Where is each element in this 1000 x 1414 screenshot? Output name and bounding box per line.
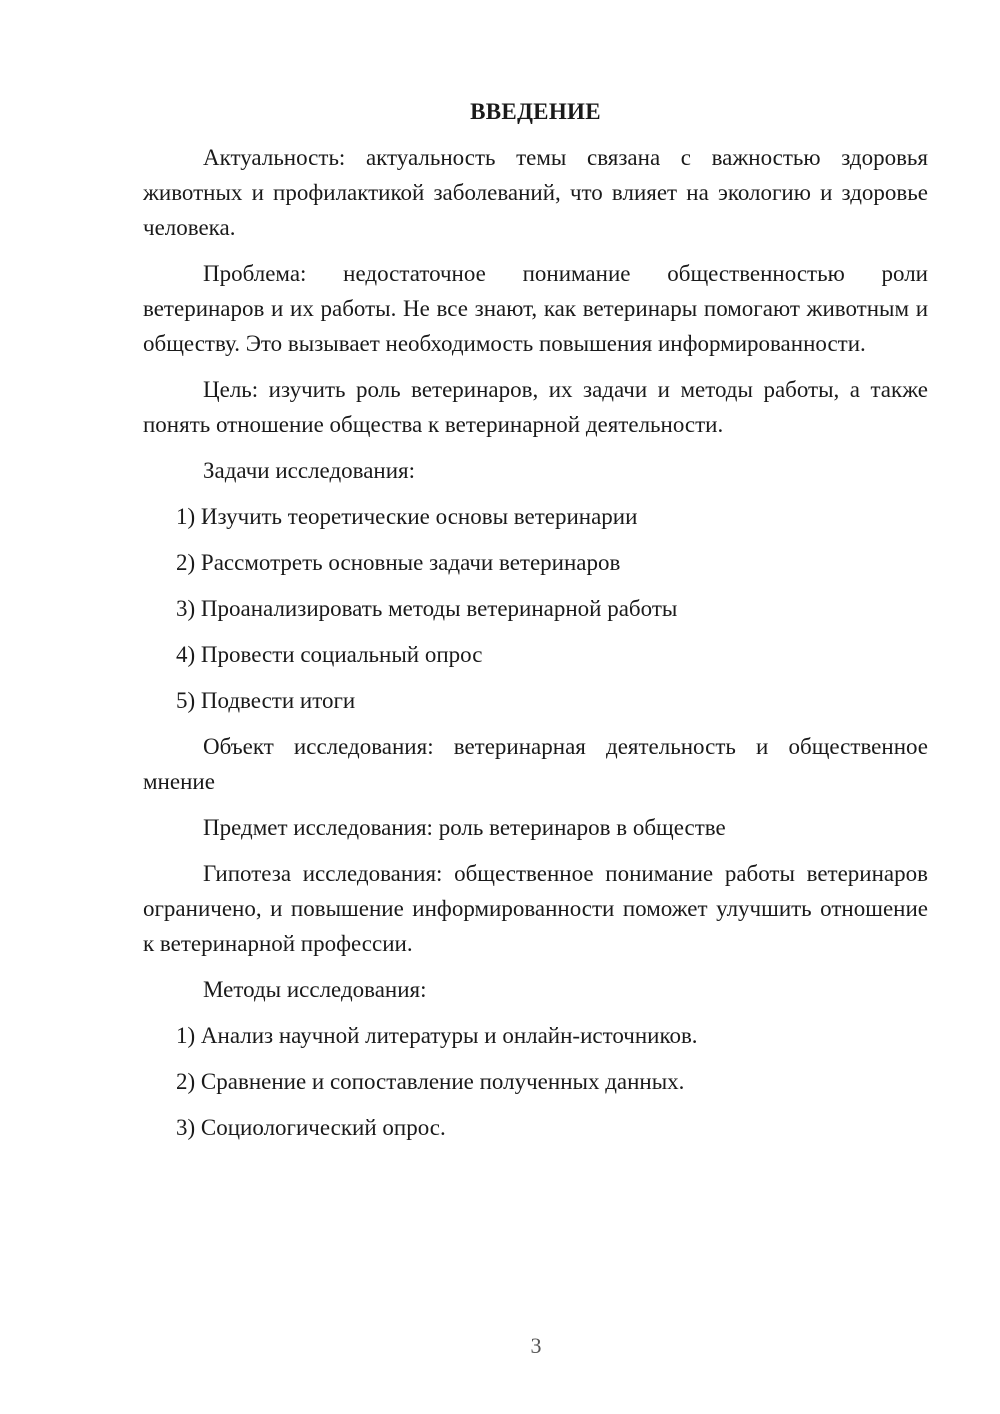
task-item: 3) Проанализировать методы ветеринарной работы [176,596,678,621]
task-item: 5) Подвести итоги [176,688,356,713]
subject-line: Предмет исследования: роль ветеринаров в обществе [203,815,726,840]
goal-paragraph: Цель: изучить роль ветеринаров, их задачи и методы работы, а также понять отношение общества к ветеринарной деятельности. [143,377,928,437]
method-item: 2) Сравнение и сопоставление полученных данных. [176,1069,685,1094]
hypothesis-paragraph: Гипотеза исследования: общественное понимание работы ветеринаров ограничено, и повышение информированности поможет улучшить отношение к ветеринарной профессии. [143,861,928,956]
section-heading: ВВЕДЕНИЕ [470,99,601,124]
relevance-paragraph: Актуальность: актуальность темы связана с важностью здоровья животных и профилактикой заболеваний, что влияет на экологию и здоровье человека. [143,145,928,240]
task-item: 1) Изучить теоретические основы ветеринарии [176,504,638,529]
methods-title: Методы исследования: [203,977,427,1002]
document-body [143,94,928,1156]
tasks-title: Задачи исследования: [203,458,416,483]
page-number: 3 [530,1333,542,1358]
method-item: 1) Анализ научной литературы и онлайн-источников. [176,1023,698,1048]
task-item: 2) Рассмотреть основные задачи ветеринаров [176,550,621,575]
task-item: 4) Провести социальный опрос [176,642,483,667]
problem-paragraph: Проблема: недостаточное понимание общественностью роли ветеринаров и их работы. Не все знают, как ветеринары помогают животным и обществу. Это вызывает необходимость повышения информированности. [143,261,928,356]
method-item: 3) Социологический опрос. [176,1115,446,1140]
object-paragraph: Объект исследования: ветеринарная деятельность и общественное мнение [143,734,928,794]
